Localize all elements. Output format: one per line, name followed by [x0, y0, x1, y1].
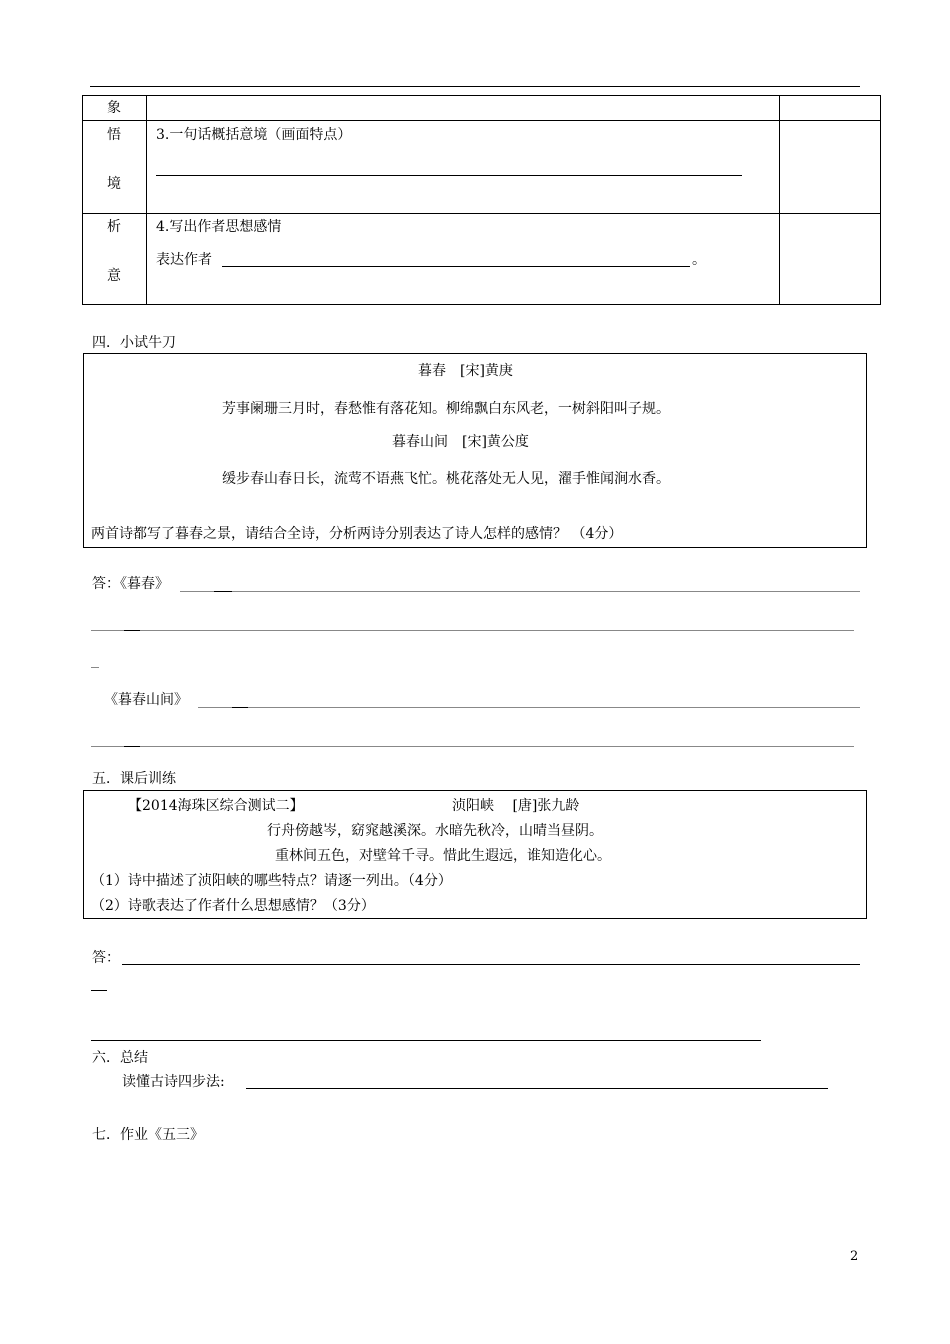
table-row-divider-1 — [82, 120, 881, 121]
section5-question-2: （2）诗歌表达了作者什么思想感情？（3分） — [91, 898, 375, 914]
table-label-yi: 意 — [107, 268, 121, 284]
table-label-xi: 析 — [107, 219, 121, 235]
table-label-xiang: 象 — [107, 100, 121, 116]
section5-answer-line-1[interactable] — [122, 964, 860, 965]
answer-muchun-mark-3 — [91, 667, 99, 668]
table-col-divider-1 — [146, 95, 147, 305]
table-fill-suffix: 。 — [692, 252, 706, 268]
section5-poem-title: 浈阳峡 [唐]张九龄 — [452, 798, 580, 814]
poem2-text: 缓步春山春日长，流莺不语燕飞忙。桃花落处无人见，濯手惟闻涧水香。 — [222, 471, 670, 487]
answer-muchunshanjian-mark-1 — [232, 707, 248, 708]
section4-heading: 四．小试牛刀 — [92, 335, 176, 351]
table-row-divider-2 — [82, 213, 881, 214]
table-prompt-3: 3.一句话概括意境（画面特点） — [156, 127, 352, 143]
answer-muchun-line-2[interactable] — [91, 630, 854, 631]
section6-heading: 六．总结 — [92, 1050, 148, 1066]
section6-fill-prefix: 读懂古诗四步法: — [122, 1074, 225, 1090]
table-answer-line-4[interactable] — [222, 266, 690, 267]
answer-muchunshanjian-line-2[interactable] — [91, 746, 854, 747]
table-fill-prefix: 表达作者 — [156, 252, 212, 268]
table-col-divider-2 — [779, 95, 780, 305]
section6-answer-line[interactable] — [246, 1088, 828, 1089]
table-label-wu: 悟 — [107, 127, 121, 143]
section5-poem-line-2: 重林间五色，对壁耸千寻。惜此生遐远，谁知造化心。 — [275, 848, 611, 864]
answer-muchun-label: 答：《暮春》 — [92, 576, 169, 592]
section5-source: 【2014海珠区综合测试二】 — [128, 798, 304, 814]
poem1-title: 暮春 [宋]黄庚 — [418, 363, 513, 379]
poem2-title: 暮春山间 [宋]黄公度 — [392, 434, 529, 450]
table-answer-line-3[interactable] — [156, 175, 742, 176]
answer-muchun-line-1[interactable] — [180, 591, 860, 592]
section7-heading: 七．作业《五三》 — [92, 1127, 204, 1143]
poem1-text: 芳事阑珊三月时，春愁惟有落花知。柳绵飘白东风老，一树斜阳叫子规。 — [222, 401, 670, 417]
answer-muchun-mark-2 — [124, 630, 140, 631]
section5-question-1: （1）诗中描述了浈阳峡的哪些特点？请逐一列出。（4分） — [91, 873, 452, 889]
page-number: 2 — [850, 1249, 859, 1264]
section5-answer-label: 答： — [92, 950, 120, 966]
answer-muchun-mark-1 — [214, 591, 232, 592]
answer-muchunshanjian-line-1[interactable] — [198, 707, 860, 708]
table-label-jing: 境 — [107, 176, 121, 192]
answer-muchunshanjian-label: 《暮春山间》 — [104, 692, 188, 708]
section5-poem-line-1: 行舟傍越岑，窈窕越溪深。水暗先秋冷，山晴当昼阴。 — [267, 823, 603, 839]
section4-question: 两首诗都写了暮春之景，请结合全诗，分析两诗分别表达了诗人怎样的感情？ （4分） — [91, 526, 623, 542]
table-prompt-4: 4.写出作者思想感情 — [156, 219, 282, 235]
section5-heading: 五．课后训练 — [92, 771, 176, 787]
section5-answer-mark — [91, 990, 107, 991]
header-rule — [90, 86, 860, 87]
answer-muchunshanjian-mark-2 — [124, 746, 140, 747]
section5-answer-line-2[interactable] — [91, 1040, 761, 1041]
